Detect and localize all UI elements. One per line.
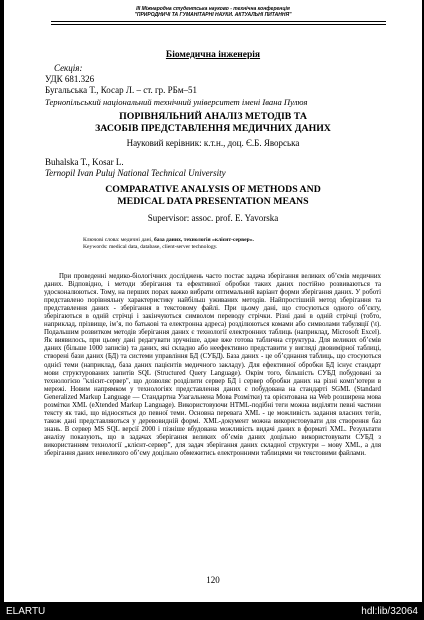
udc-code: УДК 681.326 [45,74,95,84]
title-ua-line-1: ПОРІВНЯЛЬНИЙ АНАЛІЗ МЕТОДІВ ТА [119,111,307,122]
conference-header [4,6,422,18]
authors-ua: Бугальська Т., Косар Л. – ст. гр. РБм–51 [45,85,198,95]
authors-en: Buhalska T., Kosar L. [45,157,124,167]
section-label: Секція: [54,63,83,73]
keywords-ua [83,237,254,244]
keywords-ua-label: Ключові слова: медичні дані, [83,237,153,243]
header-rule-top [51,21,386,22]
section-heading: Біомедична інженерія [165,50,261,60]
title-en-line-1: COMPARATIVE ANALYSIS OF METHODS AND [105,184,321,195]
footer-handle: hdl:lib/32064 [361,606,418,617]
supervisor-en: Supervisor: assoc. prof. E. Yavorska [147,213,279,223]
abstract-body [44,273,381,458]
footer-source-label: ELARTU [6,606,46,617]
supervisor-ua: Науковий керівник: к.т.н., доц. Є.Б. Яворська [126,138,300,148]
header-rule-bottom [51,24,386,25]
affiliation-ua: Тернопільський національний технічний університет імені Івана Пулюя [45,97,308,107]
conference-line-2: "ПРИРОДНИЧІ ТА ГУМАНІТАРНІ НАУКИ. АКТУАЛЬНІ ПИТАННЯ" [134,12,292,19]
keywords-ua-bold: база даних, технологія «клієнт-сервер». [154,237,254,243]
title-ua-line-2: ЗАСОБІВ ПРЕДСТАВЛЕННЯ МЕДИЧНИХ ДАНИХ [95,123,331,134]
document-page [4,0,422,602]
affiliation-en: Ternopil Ivan Puluj National Technical University [45,168,226,178]
page-number: 120 [206,575,220,585]
title-en-line-2: MEDICAL DATA PRESENTATION MEANS [117,196,309,207]
body-paragraph: При проведенні медико-біологічних досліджень часто постає задача зберігання великих об’ємів медичних даних. Відповідно, і методи зберігання та ефективної обробки таких даних постійно розвиваються та удосконалюються. Тому, на перших порах важко вибрати оптимальний варіант форми зберігання даних. У роботі представлено порівняльну характеристику найбільш уживаних методів. Найпростішиій метод зберігання та представлення даних - зберігання в текстовому файлі. При цьому дані, що стосуються одного об’єкту, зберігаються в одній стрічці і закінчуються символом переводу стрічки. Різні дані в одній стрічці (тобто, наприклад, прізвище, ім’я, по батькові та електронна адреса) розділюються комами або символами табуляції (\t). Подальшим розвитком методів зберігання даних є технології електронних таблиць (наприклад, Microsoft Excel). Як виявилось, при цьому дані редагувати зручніше, адже вже готова таблична структура. Для великих об’ємів даних (більше 1000 записів) та даних, які складно або неефективно представити у вигляді двовимірної таблиці, створені бази даних (БД) та системи управління БД (СУБД). База даних - це об’єднання таблиць, що стосуються однієї теми (наприклад, база даних пацієнтів медичного закладу). Для ефективної обробки БД існує стандарт мови структурованих запитів SQL (Structured Query Language). Окрім того, більшість СУБД побудовані за технологією "клієнт-сервер", що дозволяє розділити сервер БД і сервер обробки даних на різні комп’ютери в мережі. Новим напрямком у технологіях представлення даних є побудована на стандарті SGML (Standard Generalized Markup Language — Стандартна Узагальнена Мова Розмітки) та орієнтована на Web розширена мова розмітки XML (eXtended Markup Language). Використовуючи HTML-подібні теги можна виділяти певні частини тексту як такі, що відносяться до певної теми. Основна перевага XML - це можливість задання власних тегів, також дані представляються у деревовидній формі. XML-документ можна використовувати для створення баз знань. В сервер MS SQL версії 2000 і пізніше вбудована можливість видачі даних в форматі XML. Результати аналізу показують, що в задачах зберігання великих об’ємів даних доцільно використовувати СУБД з використанням технології „клієнт-сервер”, для задач зберігання даних складної структури – мову XML, а для зберігання даних невеликого об’єму доцільно обмежитись електронними таблицями чи текстовими файлами. [44,273,381,458]
keywords-en: Keywords: medical data, database, client-server technology. [83,244,218,250]
conference-line-1: III Міжнародна студентська науково - технічна конференція [136,6,290,12]
